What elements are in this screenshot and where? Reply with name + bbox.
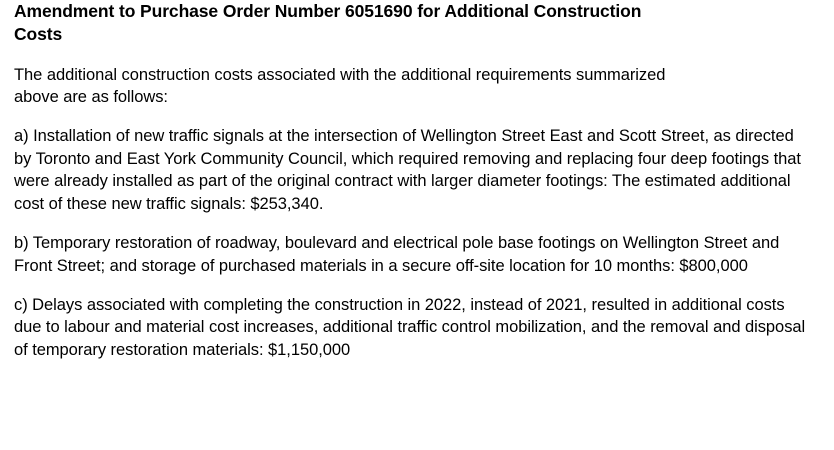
- list-item-a: a) Installation of new traffic signals at the intersection of Wellington Street East and Scott Street, as directed by Toronto and East York Community Council, which required removing and replacing four deep footings that were already installed as part of the original contract with larger diameter footings: The estimated additional cost of these new traffic signals: $253,340.: [14, 127, 801, 213]
- list-item-b: b) Temporary restoration of roadway, boulevard and electrical pole base footings on Wellington Street and Front Street; and storage of purchased materials in a secure off-site location for 10 months: $800,000: [14, 234, 780, 275]
- intro-paragraph: The additional construction costs associated with the additional requirements summarized above are as follows:: [14, 65, 666, 106]
- page-title: Amendment to Purchase Order Number 6051690 for Additional Construction Costs: [14, 1, 642, 45]
- list-item-c: c) Delays associated with completing the construction in 2022, instead of 2021, resulted in additional costs due to labour and material cost increases, additional traffic control mobilization, and the removal and disposal of temporary restoration materials: $1,150,000: [14, 296, 806, 359]
